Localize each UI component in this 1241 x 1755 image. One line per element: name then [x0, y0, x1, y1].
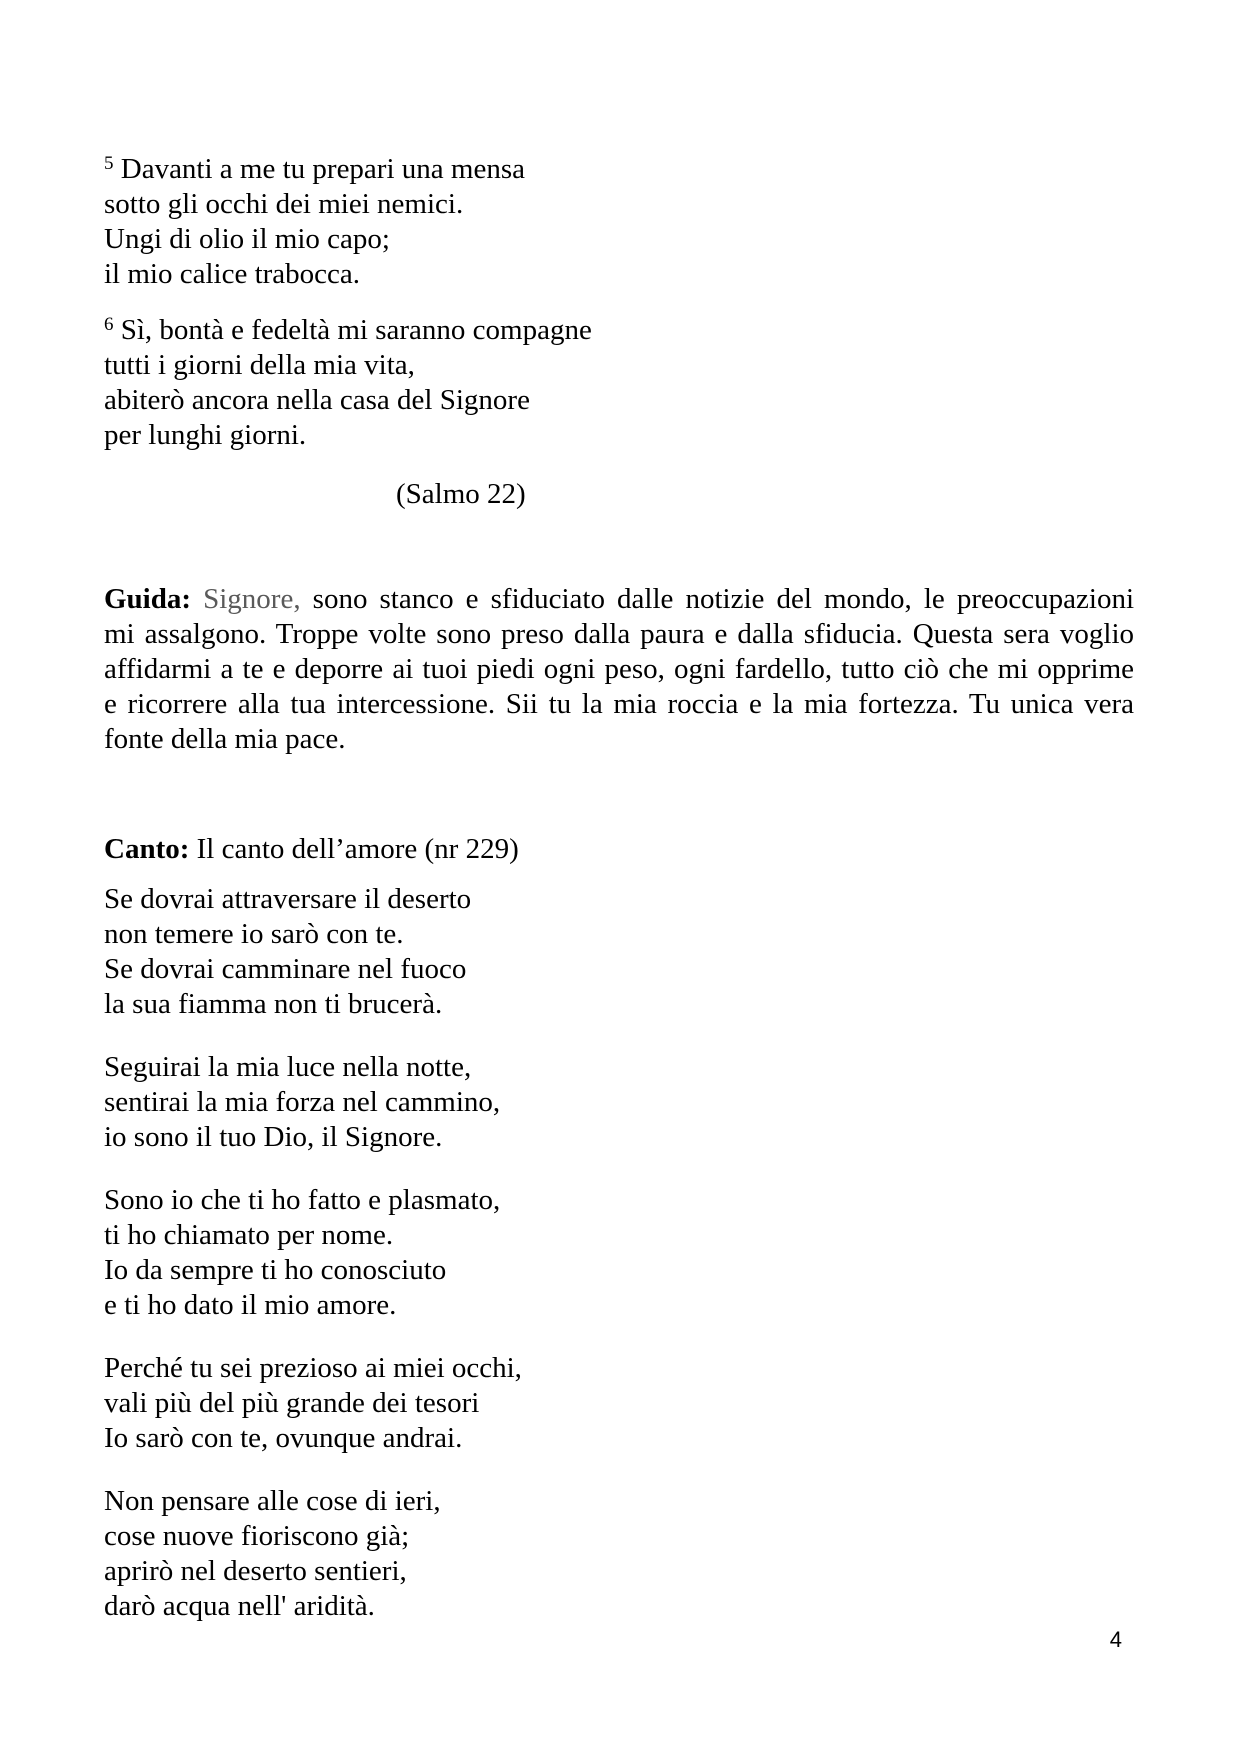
song-line: darò acqua nell' aridità. — [104, 1590, 375, 1622]
psalm-line — [104, 152, 1134, 187]
song-line: Perché tu sei prezioso ai miei occhi, — [104, 1352, 522, 1384]
guida-line-text: sono stanco e sfiduciato dalle notizie del mondo, le preoccupazioni — [312, 583, 1135, 615]
guida-paragraph — [104, 582, 1134, 757]
psalm-verse-6 — [104, 313, 1134, 453]
guida-line: affidarmi a te e deporre ai tuoi piedi ogni peso, ogni fardello, tutto ciò che mi opprime — [104, 653, 1134, 685]
song-line: Sono io che ti ho fatto e plasmato, — [104, 1184, 501, 1216]
psalm-reference: (Salmo 22) — [396, 478, 526, 510]
song-stanza-3 — [104, 1183, 1134, 1323]
song-line: Se dovrai attraversare il deserto — [104, 883, 472, 915]
song-line: sentirai la mia forza nel cammino, — [104, 1086, 501, 1118]
song-line: Non pensare alle cose di ieri, — [104, 1485, 441, 1517]
song-line: cose nuove fioriscono già; — [104, 1520, 410, 1552]
psalm-line: sotto gli occhi dei miei nemici. — [104, 188, 464, 220]
verse-number: 5 — [104, 153, 114, 174]
song-line: Se dovrai camminare nel fuoco — [104, 953, 467, 985]
song-line: Io da sempre ti ho conosciuto — [104, 1254, 447, 1286]
guida-line: e ricorrere alla tua intercessione. Sii tu la mia roccia e la mia fortezza. Tu unica vera — [104, 688, 1134, 720]
song-line: io sono il tuo Dio, il Signore. — [104, 1121, 443, 1153]
song-line: Seguirai la mia luce nella notte, — [104, 1051, 472, 1083]
canto-heading — [104, 832, 1134, 867]
song-line: vali più del più grande dei tesori — [104, 1387, 480, 1419]
psalm-line-text: Davanti a me tu prepari una mensa — [120, 153, 525, 185]
song-stanza-1 — [104, 882, 1134, 1022]
psalm-verse-5 — [104, 152, 1134, 292]
song-line: ti ho chiamato per nome. — [104, 1219, 394, 1251]
canto-title: Il canto dell’amore (nr 229) — [196, 833, 519, 865]
psalm-line: il mio calice trabocca. — [104, 258, 361, 290]
canto-label: Canto: — [104, 833, 190, 865]
song-line: la sua fiamma non ti brucerà. — [104, 988, 443, 1020]
song-line: Io sarò con te, ovunque andrai. — [104, 1422, 463, 1454]
song-stanza-4 — [104, 1351, 1134, 1456]
psalm-line-text: Sì, bontà e fedeltà mi saranno compagne — [120, 314, 592, 346]
page-number: 4 — [1109, 1627, 1122, 1652]
guida-label: Guida: — [104, 583, 192, 615]
song-line: aprirò nel deserto sentieri, — [104, 1555, 407, 1587]
guida-line — [104, 582, 1134, 617]
verse-number: 6 — [104, 314, 114, 335]
guida-line: mi assalgono. Troppe volte sono preso dalla paura e dalla sfiducia. Questa sera voglio — [104, 618, 1134, 650]
song-line: e ti ho dato il mio amore. — [104, 1289, 397, 1321]
song-stanza-5 — [104, 1484, 1134, 1624]
psalm-line — [104, 313, 1134, 348]
psalm-line: abiterò ancora nella casa del Signore — [104, 384, 530, 416]
song-line: non temere io sarò con te. — [104, 918, 404, 950]
psalm-line: Ungi di olio il mio capo; — [104, 223, 390, 255]
song-stanza-2 — [104, 1050, 1134, 1155]
psalm-line: per lunghi giorni. — [104, 419, 307, 451]
guida-line: fonte della mia pace. — [104, 723, 346, 755]
psalm-line: tutti i giorni della mia vita, — [104, 349, 415, 381]
guida-invocation: Signore, — [203, 583, 301, 615]
